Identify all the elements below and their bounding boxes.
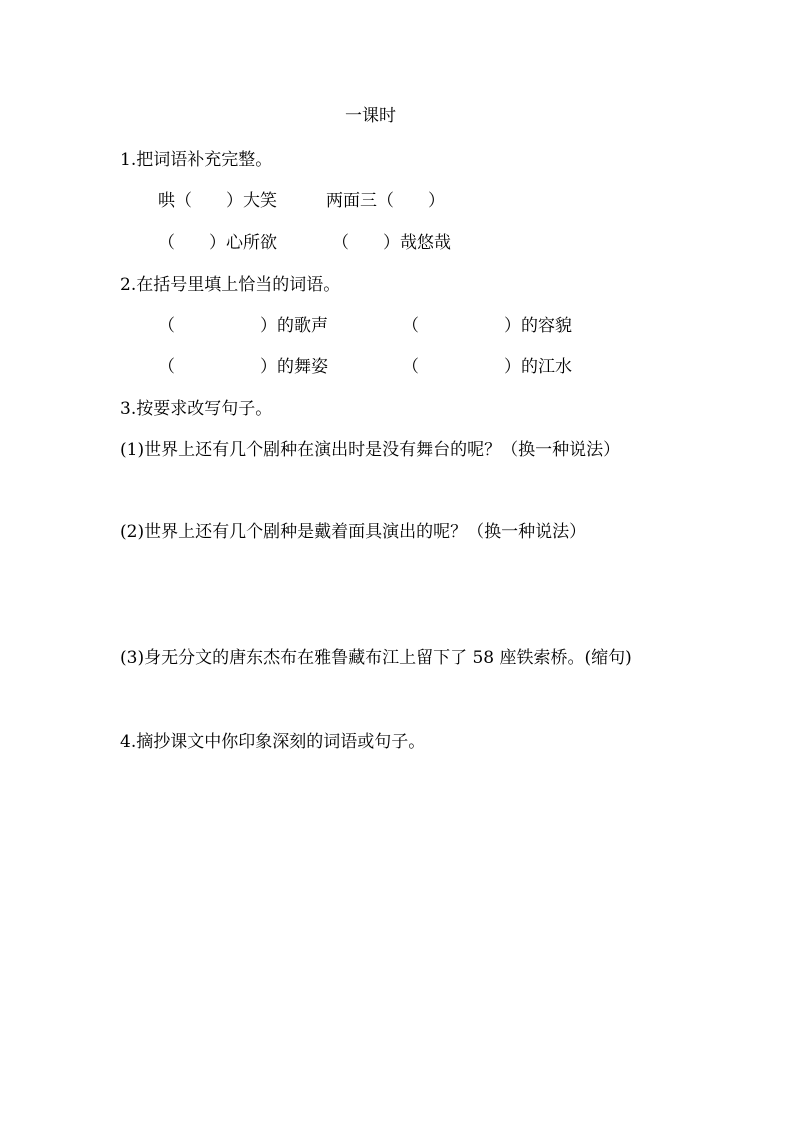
question-3-item-2: (2)世界上还有几个剧种是戴着面具演出的呢？（换一种说法） [120,522,587,542]
question-1-blank-2: 两面三（ ） [326,191,445,211]
question-1-blank-3: （ ）心所欲 [158,233,277,253]
question-1-blank-1: 哄（ ）大笑 [158,191,277,211]
question-1-blank-4: （ ）哉悠哉 [332,233,451,253]
question-3-item-3: (3)身无分文的唐东杰布在雅鲁藏布江上留下了 58 座铁索桥。(缩句) [120,648,632,668]
page-title: 一课时 [345,106,396,126]
question-2-blank-4: （ ）的江水 [402,357,572,377]
question-3-heading: 3.按要求改写句子。 [120,399,273,419]
question-2-blank-2: （ ）的容貌 [402,316,572,336]
question-4-heading: 4.摘抄课文中你印象深刻的词语或句子。 [120,732,426,752]
question-2-blank-1: （ ）的歌声 [158,316,328,336]
question-1-heading: 1.把词语补充完整。 [120,150,273,170]
question-2-heading: 2.在括号里填上恰当的词语。 [120,275,341,295]
question-3-item-1: (1)世界上还有几个剧种在演出时是没有舞台的呢？（换一种说法） [120,440,621,460]
question-2-blank-3: （ ）的舞姿 [158,357,328,377]
